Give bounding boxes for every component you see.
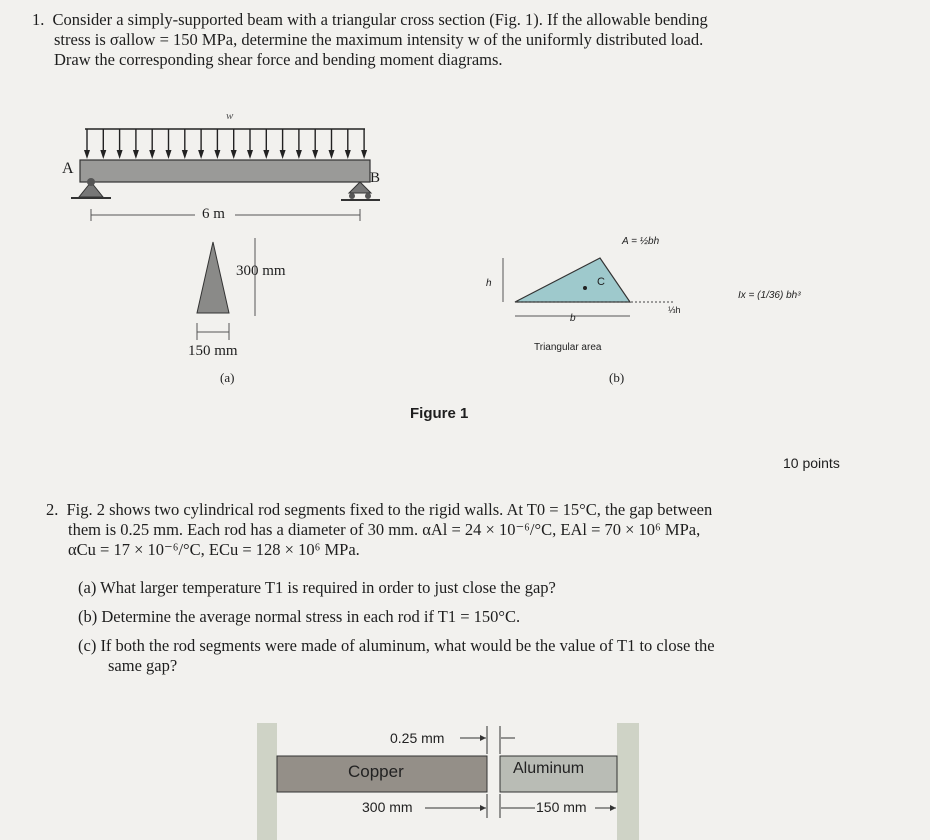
load-arrow-head <box>182 150 188 159</box>
triangle-section <box>197 242 229 313</box>
load-arrow-head <box>263 150 269 159</box>
beam-body <box>80 160 370 182</box>
aluminum-label: Aluminum <box>513 760 585 777</box>
load-arrow-head <box>100 150 106 159</box>
span-dimension-line <box>91 209 360 221</box>
problem1-number: 1. <box>32 10 45 29</box>
load-arrow-head <box>247 150 253 159</box>
triangular-area-diagram <box>495 240 695 330</box>
problem1-line2: stress is σallow = 150 MPa, determine the maximum intensity w of the uniformly distributed load. <box>54 30 704 49</box>
copper-label: Copper <box>348 762 404 781</box>
problem2-line1: 2. Fig. 2 shows two cylindrical rod segments fixed to the rigid walls. At T0 = 15°C, the gap between <box>46 500 713 519</box>
load-arrow-head <box>84 150 90 159</box>
load-arrow-head <box>133 150 139 159</box>
gap-label: 0.25 mm <box>390 730 445 746</box>
part-a: (a) What larger temperature T1 is required in order to just close the gap? <box>78 578 556 597</box>
right-wall <box>617 723 639 840</box>
copper-length-label: 300 mm <box>362 799 413 815</box>
section-base-label: 150 mm <box>188 343 238 359</box>
support-b-label: B <box>370 170 381 186</box>
rod-diagram <box>255 718 645 840</box>
load-arrow-head <box>329 150 335 159</box>
triangle-h-label: h <box>486 278 492 289</box>
beam-diagram <box>55 105 395 235</box>
shaded-triangle <box>515 258 630 302</box>
triangular-area-caption: Triangular area <box>534 342 602 353</box>
load-arrow-group <box>84 129 367 159</box>
problem1-line1: 1. Consider a simply-supported beam with a triangular cross section (Fig. 1). If the allowable bending <box>32 10 708 29</box>
load-arrow-head <box>149 150 155 159</box>
load-arrow-head <box>280 150 286 159</box>
aluminum-length-label: 150 mm <box>536 799 587 815</box>
figure1-caption: Figure 1 <box>410 405 469 422</box>
load-arrow-head <box>198 150 204 159</box>
area-formula: A = ½bh <box>622 236 660 247</box>
subfigure-b-label: (b) <box>609 370 625 385</box>
subfigure-a-label: (a) <box>220 370 235 385</box>
centroid-c-label: C <box>597 276 605 288</box>
part-b: (b) Determine the average normal stress in each rod if T1 = 150°C. <box>78 607 521 626</box>
inertia-formula: Ix = (1/36) bh³ <box>738 290 801 301</box>
part-c-line2: same gap? <box>108 656 178 675</box>
points-label: 10 points <box>783 455 840 471</box>
load-arrow-head <box>117 150 123 159</box>
triangle-b-label: b <box>570 313 576 324</box>
span-label: 6 m <box>202 206 225 222</box>
left-wall <box>257 723 277 840</box>
load-arrow-head <box>312 150 318 159</box>
problem2-text <box>46 500 906 560</box>
part-c-line1: (c) If both the rod segments were made of aluminum, what would be the value of T1 to close the <box>78 636 715 655</box>
section-height-label: 300 mm <box>236 263 286 279</box>
problem2-number: 2. <box>46 500 59 519</box>
problem2-line3: αCu = 17 × 10⁻⁶/°C, ECu = 128 × 10⁶ MPa. <box>68 540 360 559</box>
load-w-label: w <box>226 110 234 122</box>
load-arrow-head <box>296 150 302 159</box>
problem1-line3: Draw the corresponding shear force and bending moment diagrams. <box>54 50 503 69</box>
cross-section-triangle <box>185 228 275 348</box>
load-arrow-head <box>231 150 237 159</box>
problem2-line2: them is 0.25 mm. Each rod has a diameter of 30 mm. αAl = 24 × 10⁻⁶/°C, EAl = 70 × 10⁶ MPa, <box>68 520 701 539</box>
load-arrow-head <box>361 150 367 159</box>
third-h-label: ⅓h <box>668 305 681 315</box>
load-arrow-head <box>214 150 220 159</box>
problem1-text <box>32 10 912 70</box>
problem2-parts <box>78 578 898 676</box>
support-a-label: A <box>62 160 74 177</box>
load-arrow-head <box>345 150 351 159</box>
load-arrow-head <box>166 150 172 159</box>
